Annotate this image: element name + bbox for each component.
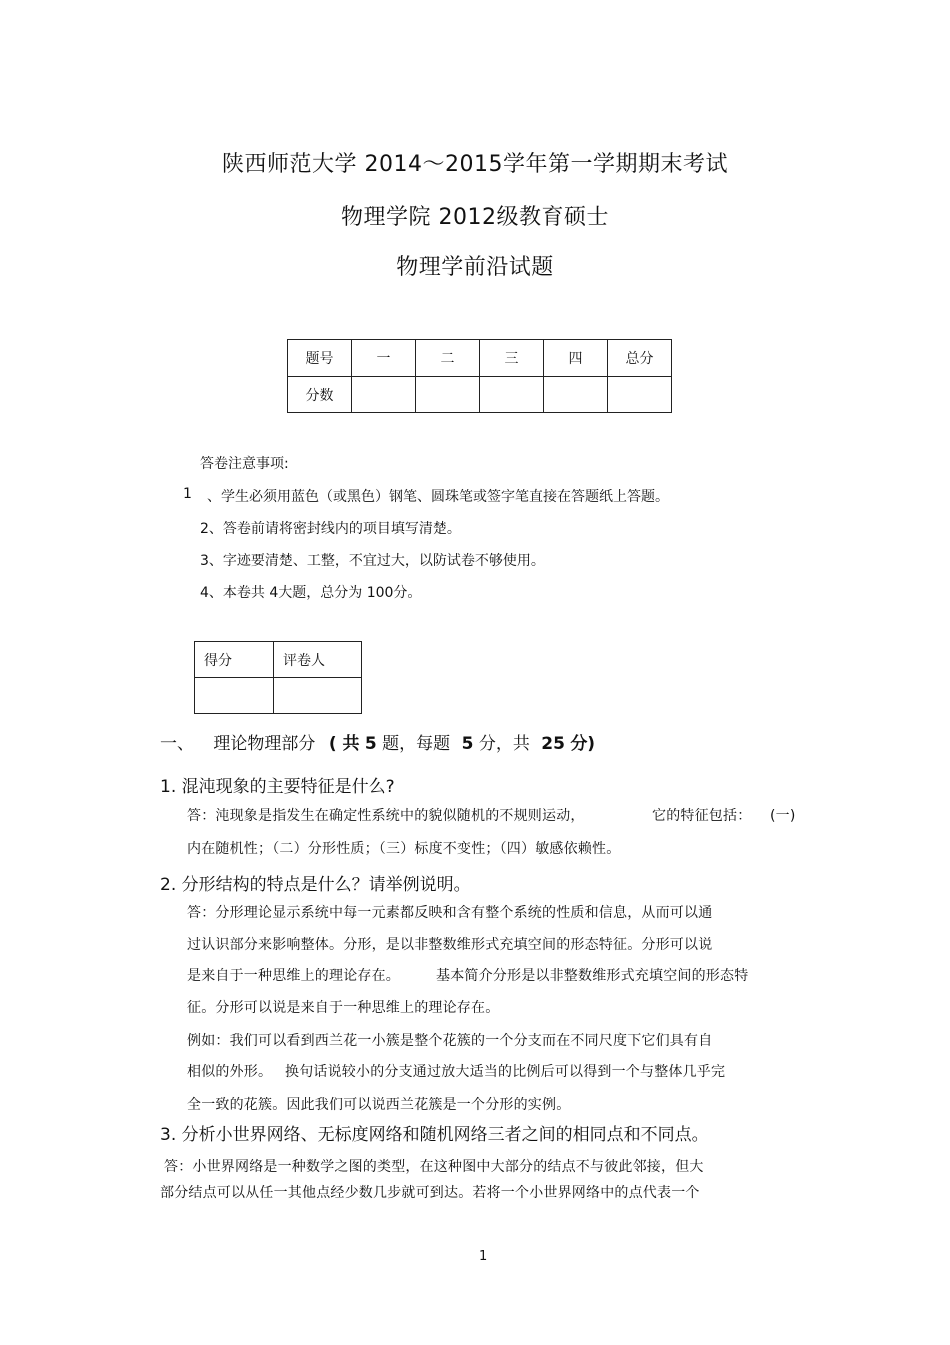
section-1-points: 5 xyxy=(461,734,474,754)
score-cell xyxy=(352,377,416,413)
q2-answer-line4: 征。分形可以说是来自于一种思维上的理论存在。 xyxy=(187,1000,500,1016)
q2-answer-line6b: 换句话说较小的分支通过放大适当的比例后可以得到一个与整体几乎完 xyxy=(285,1064,726,1080)
q2-answer-line1: 答：分形理论显示系统中每一元素都反映和含有整个系统的性质和信息，从而可以通 xyxy=(187,905,713,921)
section-1-total: 25 xyxy=(541,734,565,754)
exam-title-line1: 陕西师范大学 2014～2015学年第一学期期末考试 xyxy=(222,152,728,177)
notice-item-1: 、学生必须用蓝色（或黑色）钢笔、圆珠笔或签字笔直接在答题纸上答题。 xyxy=(207,489,669,505)
grader-table-grader-label: 评卷人 xyxy=(274,642,362,678)
score-cell xyxy=(608,377,672,413)
section-1-heading xyxy=(160,729,595,754)
score-cell xyxy=(480,377,544,413)
section-1-count: 5 xyxy=(364,734,377,754)
question-3: 3. 分析小世界网络、无标度网络和随机网络三者之间的相同点和不同点。 xyxy=(160,1125,709,1145)
section-1-detail-c: 分，共 xyxy=(478,734,530,754)
score-table-row-label: 分数 xyxy=(288,377,352,413)
grader-name-cell xyxy=(274,678,362,714)
q2-answer-line7: 全一致的花簇。因此我们可以说西兰花簇是一个分形的实例。 xyxy=(187,1097,571,1113)
score-table xyxy=(287,339,672,413)
q2-answer-line3a: 是来自于一种思维上的理论存在。 xyxy=(187,968,400,984)
question-1: 1. 混沌现象的主要特征是什么? xyxy=(160,777,395,797)
score-table-header-cell: 二 xyxy=(416,340,480,377)
score-table-header-cell: 一 xyxy=(352,340,416,377)
exam-title-line2: 物理学院 2012级教育硕士 xyxy=(341,205,609,230)
exam-title-line3: 物理学前沿试题 xyxy=(396,255,554,280)
section-1-title: 理论物理部分 xyxy=(213,734,316,754)
q1-answer-line2: 内在随机性；（二）分形性质；（三）标度不变性；（四）敏感依赖性。 xyxy=(187,841,621,857)
q3-answer-line1: 答：小世界网络是一种数学之图的类型，在这种图中大部分的结点不与彼此邻接，但大 xyxy=(164,1159,704,1175)
grader-table-score-label: 得分 xyxy=(195,642,274,678)
section-1-detail-a: ( 共 xyxy=(328,734,360,754)
q2-answer-line3b: 基本简介分形是以非整数维形式充填空间的形态特 xyxy=(436,968,749,984)
notice-item-1-number: 1 xyxy=(183,486,192,502)
notice-item-3: 3、字迹要清楚、工整，不宜过大，以防试卷不够使用。 xyxy=(200,553,545,569)
score-table-header-cell: 三 xyxy=(480,340,544,377)
q1-answer-line1b: 它的特征包括： xyxy=(652,808,752,824)
notice-heading: 答卷注意事项: xyxy=(200,456,289,472)
notice-item-4: 4、本卷共 4大题，总分为 100分。 xyxy=(200,585,422,601)
score-table-header-cell: 四 xyxy=(544,340,608,377)
q2-answer-line6a: 相似的外形。 xyxy=(187,1064,273,1080)
section-1-prefix: 一、 xyxy=(160,734,194,754)
section-1-detail-d: 分) xyxy=(570,734,596,754)
grader-table xyxy=(194,641,362,714)
q2-answer-line5: 例如：我们可以看到西兰花一小簇是整个花簇的一个分支而在不同尺度下它们具有自 xyxy=(187,1033,713,1049)
q3-answer-line2: 部分结点可以从任一其他点经少数几步就可到达。若将一个小世界网络中的点代表一个 xyxy=(160,1185,700,1201)
score-cell xyxy=(544,377,608,413)
section-1-detail-b: 题，每题 xyxy=(382,734,451,754)
page-number: 1 xyxy=(479,1249,488,1264)
q2-answer-line2: 过认识部分来影响整体。分形，是以非整数维形式充填空间的形态特征。分形可以说 xyxy=(187,937,713,953)
grader-score-cell xyxy=(195,678,274,714)
score-table-header-cell: 题号 xyxy=(288,340,352,377)
q1-answer-line1a: 答：沌现象是指发生在确定性系统中的貌似随机的不规则运动， xyxy=(187,808,585,824)
score-table-header-cell: 总分 xyxy=(608,340,672,377)
score-cell xyxy=(416,377,480,413)
question-2: 2. 分形结构的特点是什么？请举例说明。 xyxy=(160,875,471,895)
notice-item-2: 2、答卷前请将密封线内的项目填写清楚。 xyxy=(200,521,461,537)
q1-answer-line1c: (一) xyxy=(770,808,796,824)
